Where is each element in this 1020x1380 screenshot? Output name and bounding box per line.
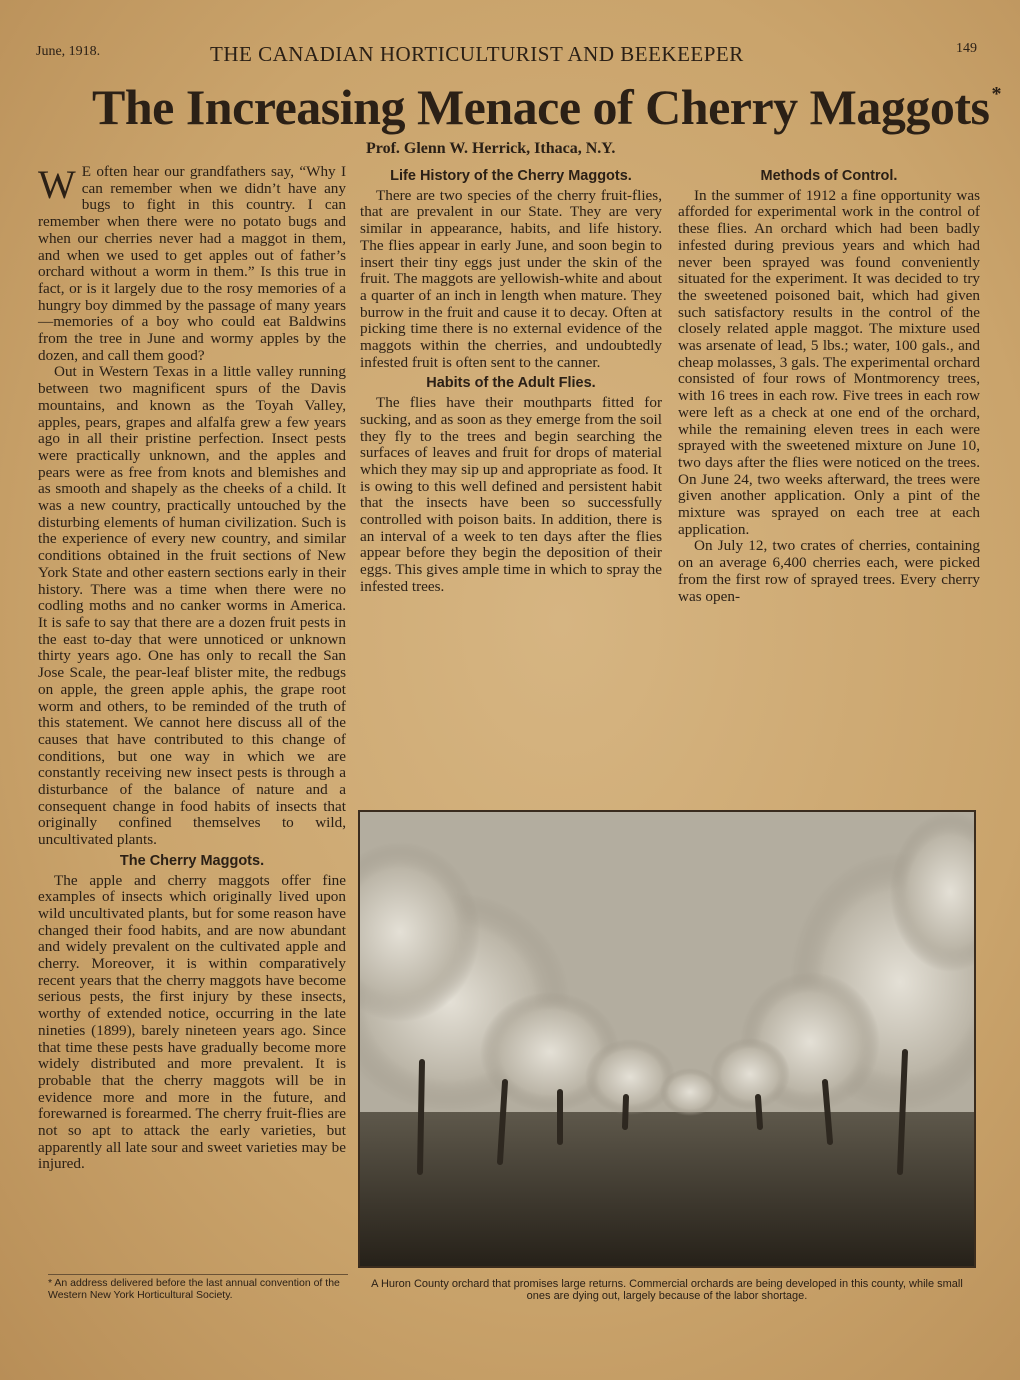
intro-paragraph — [38, 164, 346, 364]
drop-cap: W — [38, 162, 76, 207]
footnote: * An address delivered before the last annual convention of the Western New York Horticultural Society. — [48, 1274, 348, 1301]
intro-paragraph-text: E often hear our grandfathers say, “Why I can remember when we didn’t have any bugs to fight in this country. I can remember when there were no potato bugs and when our cherries never had a maggot in them, and when we used to get apples out of father’s orchard without a worm in them.” Is this true in fact, or is it largely due to the rosy memories of a hungry boy dimmed by the passage of many years—memories of a boy who could eat Baldwins from the tree in June and wormy apples by the dozen, and call them good? — [38, 163, 346, 364]
section-heading-methods: Methods of Control. — [760, 168, 898, 184]
column-1 — [38, 164, 346, 1173]
orchard-illustration — [360, 812, 974, 1266]
section-heading-cherry-maggots: The Cherry Maggots. — [119, 852, 265, 869]
cherry-maggots-paragraph: The apple and cherry maggots offer fine examples of insects which originally lived upon wild uncultivated plants, but for some reason have changed their food habits, and are now abundant and widely prevalent on the cultivated apple and cherry. Moreover, it is within comparatively recent years that the cherry maggots have become serious pests, the first injury by these insects, worthy of extended notice, occurring in the late nineties (1899), barely nineteen years ago. Since that time these pests have gradually become more widely distributed and more prevalent. It is probable that the cherry maggots will be in evidence more and more in the future, and forewarned is forearmed. The cherry fruit-flies are not so apt to attack the early varieties, but apparently all late sour and sweet varieties may be injured. — [38, 871, 346, 1173]
life-history-paragraph: There are two species of the cherry fruit-flies, that are prevalent in our State. They are very similar in appearance, habits, and life history. The flies appear in early June, and soon begin to insert their tiny eggs just under the skin of the fruit. The maggots are yellowish-white and about a quarter of an inch in length when mature. They burrow in the fruit and cause it to decay. Often at picking time there is no external evidence of the maggots within the cherries, and undoubtedly infested fruit is often sent to the canner. — [360, 186, 662, 371]
publication-title: THE CANADIAN HORTICULTURIST AND BEEKEEPER — [210, 42, 744, 66]
section-heading-adult-flies: Habits of the Adult Flies. — [426, 375, 596, 392]
adult-flies-paragraph: The flies have their mouthparts fitted for sucking, and as soon as they emerge from the soil they fly to the trees and begin searching the surfaces of leaves and fruit for drops of material which they may sip up and appropriate as food. It is owing to this well defined and persistent habit that the insects have been so successfully controlled with poison baits. In addition, there is an interval of a week to ten days after the flies appear before they begin the deposition of their eggs. This gives ample time in which to spray the infested trees. — [360, 394, 662, 595]
methods-paragraph-2: On July 12, two crates of cherries, containing on an average 6,400 cherries each, were picked from the first row of sprayed trees. Every cherry was open- — [678, 537, 980, 605]
photo-caption: A Huron County orchard that promises large returns. Commercial orchards are being developed in this county, while small ones are dying out, largely because of the labor shortage. — [371, 1278, 963, 1302]
methods-paragraph-1: In the summer of 1912 a fine opportunity was afforded for experimental work in the control of these flies. An orchard which had been badly infested during previous years and which had never been sprayed was found conveniently situated for the experiment. It was decided to try the sweetened poisoned bait, which had given such satisfactory results in the control of the closely related apple maggot. The mixture used was arsenate of lead, 5 lbs.; water, 100 gals., and cheap molasses, 3 gals. The experimental orchard consisted of four rows of Montmorency trees, with 16 trees in each row. Five trees in each row were left as a check at one end of the orchard, while the remaining eleven trees in each were sprayed with the sweetened mixture on June 10, two days after the flies were noticed on the trees. On June 24, two weeks afterward, the trees were given another application. Only a pint of the mixture was sprayed on each tree at each application. — [678, 186, 980, 538]
article-title-text: The Increasing Menace of Cherry Maggots — [92, 79, 990, 135]
issue-date: June, 1918. — [36, 44, 101, 59]
texas-paragraph: Out in Western Texas in a little valley running between two magnificent spurs of the Davis mountains, and known as the Toyah Valley, apples, pears, grapes and alfalfa grew a few years ago in all their pristine perfection. Insect pests were practically unknown, and the apples and pears were as free from knots and blemishes and as smooth and shapely as the cheeks of a child. It was a new country, practically untouched by the disturbing elements of human civilization. Such is the experience of every new country, and similar conditions obtained in the fruit sections of New York State and other eastern sections early in their history. There was a time when there were no codling moths and no canker worms in America. It is safe to say that there are a dozen fruit pests in the east to-day that were unnoticed or unknown thirty years ago. One has only to recall the San Jose Scale, the pear-leaf blister mite, the redbugs on apple, the green apple aphis, the grape root worm and others, to be reminded of the truth of this statement. We cannot here discuss all of the causes that have contributed to this change of conditions, but one way in which we are constantly receiving new insect pests is through a disturbance of the balance of nature and a consequent change in food habits of insects that originally confined themselves to wild, uncultivated plants. — [38, 363, 346, 849]
section-heading-life-history: Life History of the Cherry Maggots. — [390, 168, 632, 184]
page-number: 149 — [956, 41, 977, 56]
article-title — [92, 78, 1001, 136]
article-author: Prof. Glenn W. Herrick, Ithaca, N.Y. — [366, 140, 616, 157]
column-2 — [360, 164, 662, 596]
column-3 — [678, 164, 980, 605]
orchard-photo — [358, 810, 976, 1268]
title-footnote-mark: * — [991, 83, 1001, 105]
